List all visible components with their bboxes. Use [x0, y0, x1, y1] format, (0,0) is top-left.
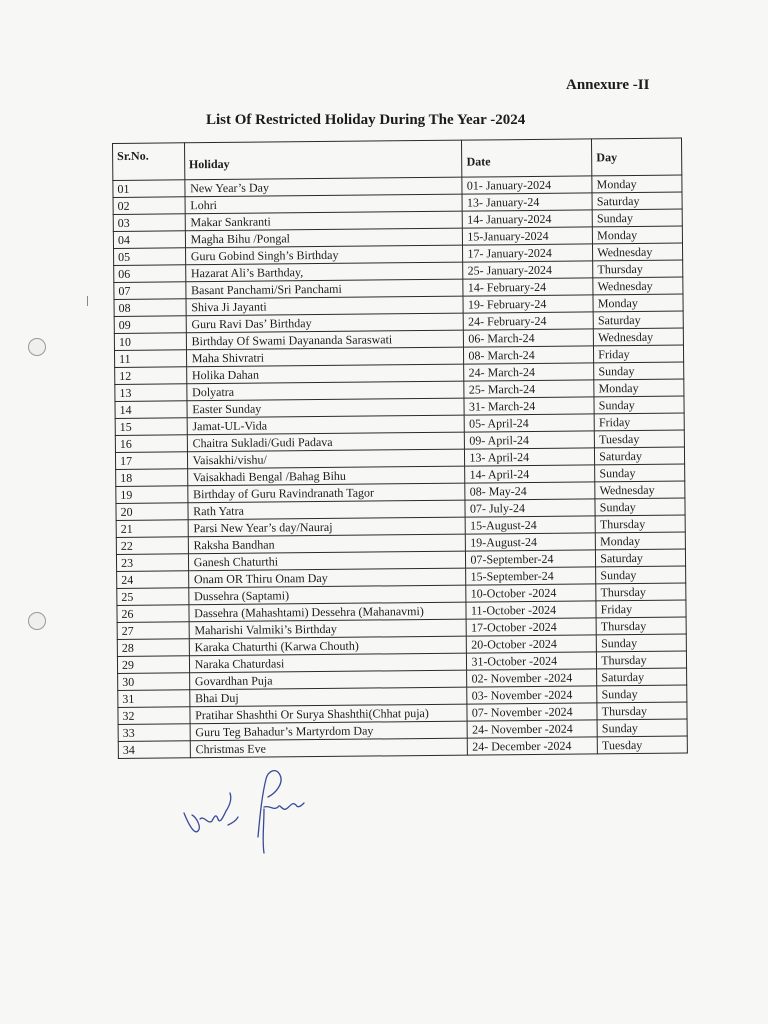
header-holiday: Holiday	[184, 140, 462, 180]
cell-holiday: Vaisakhi/vishu/	[187, 449, 465, 469]
cell-date: 06- March-24	[464, 329, 594, 347]
cell-holiday: Guru Teg Bahadur’s Martyrdom Day	[190, 721, 468, 741]
cell-day: Thursday	[597, 702, 687, 720]
cell-sr-no: 31	[118, 690, 190, 708]
cell-holiday: Shiva Ji Jayanti	[186, 296, 464, 316]
cell-day: Friday	[596, 600, 686, 618]
cell-date: 17- January-2024	[463, 244, 593, 262]
cell-sr-no: 24	[117, 571, 189, 589]
cell-date: 13- April-24	[465, 448, 595, 466]
cell-date: 13- January-24	[462, 193, 592, 211]
cell-holiday: New Year’s Day	[185, 177, 463, 197]
cell-sr-no: 13	[115, 384, 187, 402]
cell-date: 14- January-2024	[463, 210, 593, 228]
cell-day: Sunday	[595, 498, 685, 516]
cell-holiday: Pratihar Shashthi Or Surya Shashthi(Chhat puja)	[190, 704, 468, 724]
cell-sr-no: 25	[117, 588, 189, 606]
cell-date: 14- February-24	[463, 278, 593, 296]
cell-sr-no: 04	[113, 231, 185, 249]
cell-date: 17-October -2024	[466, 618, 596, 636]
cell-date: 24- November -2024	[467, 720, 597, 738]
punch-hole	[28, 612, 46, 630]
cell-day: Wednesday	[593, 243, 683, 261]
cell-holiday: Guru Gobind Singh’s Birthday	[185, 245, 463, 265]
cell-holiday: Parsi New Year’s day/Nauraj	[188, 517, 466, 537]
cell-day: Friday	[594, 413, 684, 431]
cell-sr-no: 27	[117, 622, 189, 640]
cell-date: 25- January-2024	[463, 261, 593, 279]
cell-date: 15-September-24	[466, 567, 596, 585]
annexure-label: Annexure -II	[566, 77, 650, 93]
cell-day: Monday	[595, 532, 685, 550]
cell-day: Sunday	[595, 464, 685, 482]
margin-mark	[87, 296, 88, 306]
cell-day: Monday	[593, 294, 683, 312]
cell-sr-no: 15	[115, 418, 187, 436]
cell-date: 31-October -2024	[467, 652, 597, 670]
holiday-table-wrapper	[112, 138, 688, 759]
header-day: Day	[592, 138, 682, 176]
cell-date: 02- November -2024	[467, 669, 597, 687]
cell-date: 24- February-24	[464, 312, 594, 330]
cell-holiday: Raksha Bandhan	[188, 534, 466, 554]
cell-sr-no: 10	[114, 333, 186, 351]
cell-date: 08- March-24	[464, 346, 594, 364]
cell-holiday: Vaisakhadi Bengal /Bahag Bihu	[187, 466, 465, 486]
cell-holiday: Birthday Of Swami Dayananda Saraswati	[186, 330, 464, 350]
cell-day: Sunday	[594, 396, 684, 414]
header-sr-no: Sr.No.	[113, 143, 185, 181]
table-header-row	[113, 138, 682, 180]
cell-sr-no: 16	[115, 435, 187, 453]
cell-holiday: Chaitra Sukladi/Gudi Padava	[187, 432, 465, 452]
cell-holiday: Bhai Duj	[189, 687, 467, 707]
cell-holiday: Birthday of Guru Ravindranath Tagor	[188, 483, 466, 503]
cell-sr-no: 33	[118, 724, 190, 742]
cell-sr-no: 05	[114, 248, 186, 266]
table-body	[113, 175, 688, 758]
cell-sr-no: 28	[117, 639, 189, 657]
cell-date: 20-October -2024	[467, 635, 597, 653]
holiday-table	[112, 138, 688, 759]
cell-holiday: Maharishi Valmiki’s Birthday	[189, 619, 467, 639]
cell-day: Saturday	[592, 192, 682, 210]
cell-holiday: Naraka Chaturdasi	[189, 653, 467, 673]
cell-day: Friday	[594, 345, 684, 363]
cell-sr-no: 30	[118, 673, 190, 691]
cell-day: Sunday	[597, 719, 687, 737]
cell-day: Sunday	[597, 685, 687, 703]
cell-holiday: Christmas Eve	[190, 738, 468, 758]
cell-holiday: Rath Yatra	[188, 500, 466, 520]
cell-holiday: Govardhan Puja	[189, 670, 467, 690]
cell-day: Tuesday	[595, 430, 685, 448]
cell-holiday: Dussehra (Saptami)	[188, 585, 466, 605]
cell-date: 07-September-24	[466, 550, 596, 568]
cell-sr-no: 17	[115, 452, 187, 470]
cell-day: Thursday	[596, 583, 686, 601]
cell-sr-no: 09	[114, 316, 186, 334]
cell-day: Monday	[592, 175, 682, 193]
cell-sr-no: 20	[116, 503, 188, 521]
header-date: Date	[462, 139, 592, 177]
cell-date: 31- March-24	[464, 397, 594, 415]
cell-sr-no: 29	[117, 656, 189, 674]
cell-sr-no: 21	[116, 520, 188, 538]
cell-holiday: Holika Dahan	[186, 364, 464, 384]
cell-date: 25- March-24	[464, 380, 594, 398]
cell-date: 15-January-2024	[463, 227, 593, 245]
cell-date: 07- July-24	[465, 499, 595, 517]
page-title: List Of Restricted Holiday During The Year -2024	[206, 112, 526, 128]
cell-sr-no: 08	[114, 299, 186, 317]
signature	[180, 765, 330, 855]
cell-sr-no: 12	[115, 367, 187, 385]
cell-holiday: Easter Sunday	[187, 398, 465, 418]
cell-day: Saturday	[596, 549, 686, 567]
cell-day: Wednesday	[595, 481, 685, 499]
cell-day: Sunday	[594, 362, 684, 380]
cell-sr-no: 01	[113, 180, 185, 198]
cell-holiday: Magha Bihu /Pongal	[185, 228, 463, 248]
cell-date: 05- April-24	[465, 414, 595, 432]
cell-date: 24- March-24	[464, 363, 594, 381]
cell-holiday: Basant Panchami/Sri Panchami	[186, 279, 464, 299]
cell-date: 07- November -2024	[467, 703, 597, 721]
cell-day: Sunday	[592, 209, 682, 227]
cell-day: Saturday	[593, 311, 683, 329]
cell-date: 01- January-2024	[462, 176, 592, 194]
cell-date: 14- April-24	[465, 465, 595, 483]
cell-sr-no: 14	[115, 401, 187, 419]
cell-date: 08- May-24	[465, 482, 595, 500]
cell-day: Thursday	[593, 260, 683, 278]
cell-holiday: Makar Sankranti	[185, 211, 463, 231]
cell-holiday: Maha Shivratri	[186, 347, 464, 367]
cell-date: 09- April-24	[465, 431, 595, 449]
cell-day: Thursday	[595, 515, 685, 533]
cell-date: 03- November -2024	[467, 686, 597, 704]
cell-sr-no: 07	[114, 282, 186, 300]
cell-holiday: Karaka Chaturthi (Karwa Chouth)	[189, 636, 467, 656]
cell-holiday: Lohri	[185, 194, 463, 214]
cell-date: 11-October -2024	[466, 601, 596, 619]
cell-sr-no: 34	[118, 741, 190, 759]
cell-sr-no: 22	[116, 537, 188, 555]
cell-holiday: Jamat-UL-Vida	[187, 415, 465, 435]
cell-date: 24- December -2024	[468, 737, 598, 755]
cell-holiday: Ganesh Chaturthi	[188, 551, 466, 571]
cell-sr-no: 23	[116, 554, 188, 572]
cell-day: Thursday	[597, 651, 687, 669]
cell-date: 19- February-24	[463, 295, 593, 313]
cell-sr-no: 06	[114, 265, 186, 283]
cell-sr-no: 18	[116, 469, 188, 487]
cell-day: Tuesday	[597, 736, 687, 754]
cell-day: Saturday	[597, 668, 687, 686]
cell-day: Saturday	[595, 447, 685, 465]
cell-sr-no: 02	[113, 197, 185, 215]
cell-sr-no: 11	[114, 350, 186, 368]
cell-sr-no: 26	[117, 605, 189, 623]
cell-day: Wednesday	[593, 277, 683, 295]
cell-sr-no: 19	[116, 486, 188, 504]
cell-sr-no: 03	[113, 214, 185, 232]
cell-day: Sunday	[596, 566, 686, 584]
cell-date: 10-October -2024	[466, 584, 596, 602]
punch-hole	[28, 338, 46, 356]
cell-day: Sunday	[596, 634, 686, 652]
cell-holiday: Hazarat Ali’s Barthday,	[185, 262, 463, 282]
cell-holiday: Dassehra (Mahashtami) Dessehra (Mahanavmi)	[189, 602, 467, 622]
cell-holiday: Guru Ravi Das’ Birthday	[186, 313, 464, 333]
cell-date: 15-August-24	[466, 516, 596, 534]
cell-day: Wednesday	[594, 328, 684, 346]
cell-day: Monday	[594, 379, 684, 397]
cell-date: 19-August-24	[466, 533, 596, 551]
cell-holiday: Onam OR Thiru Onam Day	[188, 568, 466, 588]
cell-day: Monday	[593, 226, 683, 244]
cell-sr-no: 32	[118, 707, 190, 725]
cell-day: Thursday	[596, 617, 686, 635]
cell-holiday: Dolyatra	[187, 381, 465, 401]
